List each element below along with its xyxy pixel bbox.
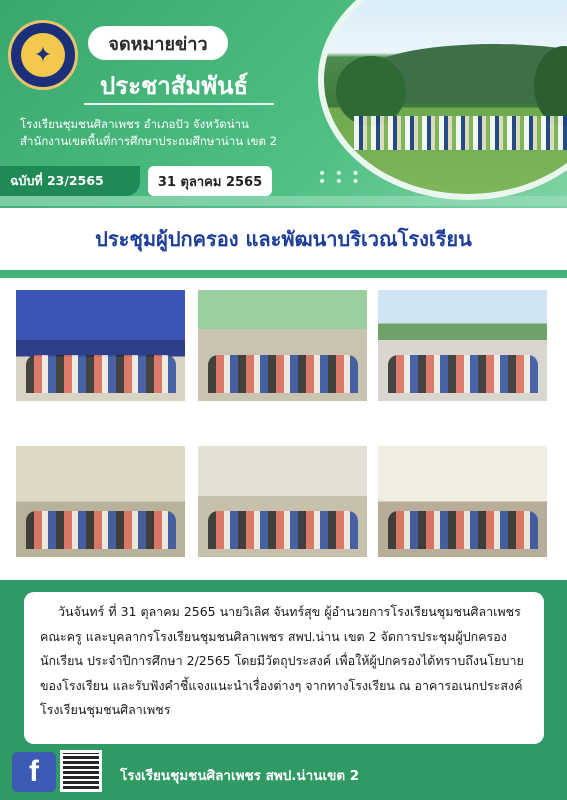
decorative-dots: • • • • • • (318, 166, 362, 190)
qr-code-icon (60, 750, 102, 792)
facebook-page-name[interactable]: โรงเรียนชุมชนศิลาเพชร สพป.น่านเขต 2 (120, 768, 360, 784)
photo-classroom-parents (196, 444, 369, 559)
title-underline (84, 103, 274, 105)
school-logo (8, 20, 78, 90)
facebook-icon[interactable]: f (12, 752, 56, 792)
newsletter-badge: จดหมายข่าว (88, 26, 228, 60)
students-crowd (354, 116, 567, 150)
school-name-line: โรงเรียนชุมชนศิลาเพชร อำเภอปัว จังหวัดน่าน (20, 117, 249, 131)
issue-date: 31 ตุลาคม 2565 (148, 166, 272, 196)
newsletter-title: ประชาสัมพันธ์ (100, 72, 249, 100)
section-divider (0, 270, 567, 278)
photo-meeting-stage (14, 288, 187, 403)
photo-classroom-meeting (376, 444, 549, 559)
school-emblem-icon: ✦ (21, 33, 65, 77)
news-paragraph: วันจันทร์ ที่ 31 ตุลาคม 2565 นายวิเลิศ จันทร์สุข ผู้อำนวยการโรงเรียนชุมชนศิลาเพชร คณะครู และบุคลากรโรงเรียนชุมชนศิลาเพชร สพป.น่าน เขต 2 จัดการประชุมผู้ปกครองนักเรียน ประจำปีการศึกษา 2/2565 โดยมีวัตถุประสงค์ เพื่อให้ผู้ปกครองได้ทราบถึงนโยบายของโรงเรียน และรับฟังคำชี้แจงแนะนำเรื่องต่างๆ จากทางโรงเรียน ณ อาคารอเนกประสงค์โรงเรียนชุมชนศิลาเพชร (40, 604, 524, 717)
photo-parents-seated (196, 288, 369, 403)
school-office-line: สำนักงานเขตพื้นที่การศึกษาประถมศึกษาน่าน เขต 2 (20, 134, 277, 148)
school-info (20, 116, 277, 150)
photo-gallery (0, 278, 567, 580)
photo-registration (376, 288, 549, 403)
issue-number: ฉบับที่ 23/2565 (0, 166, 140, 196)
photo-classroom-teacher (14, 444, 187, 559)
headline: ประชุมผู้ปกครอง และพัฒนาบริเวณโรงเรียน (95, 227, 472, 251)
news-body (40, 600, 536, 723)
